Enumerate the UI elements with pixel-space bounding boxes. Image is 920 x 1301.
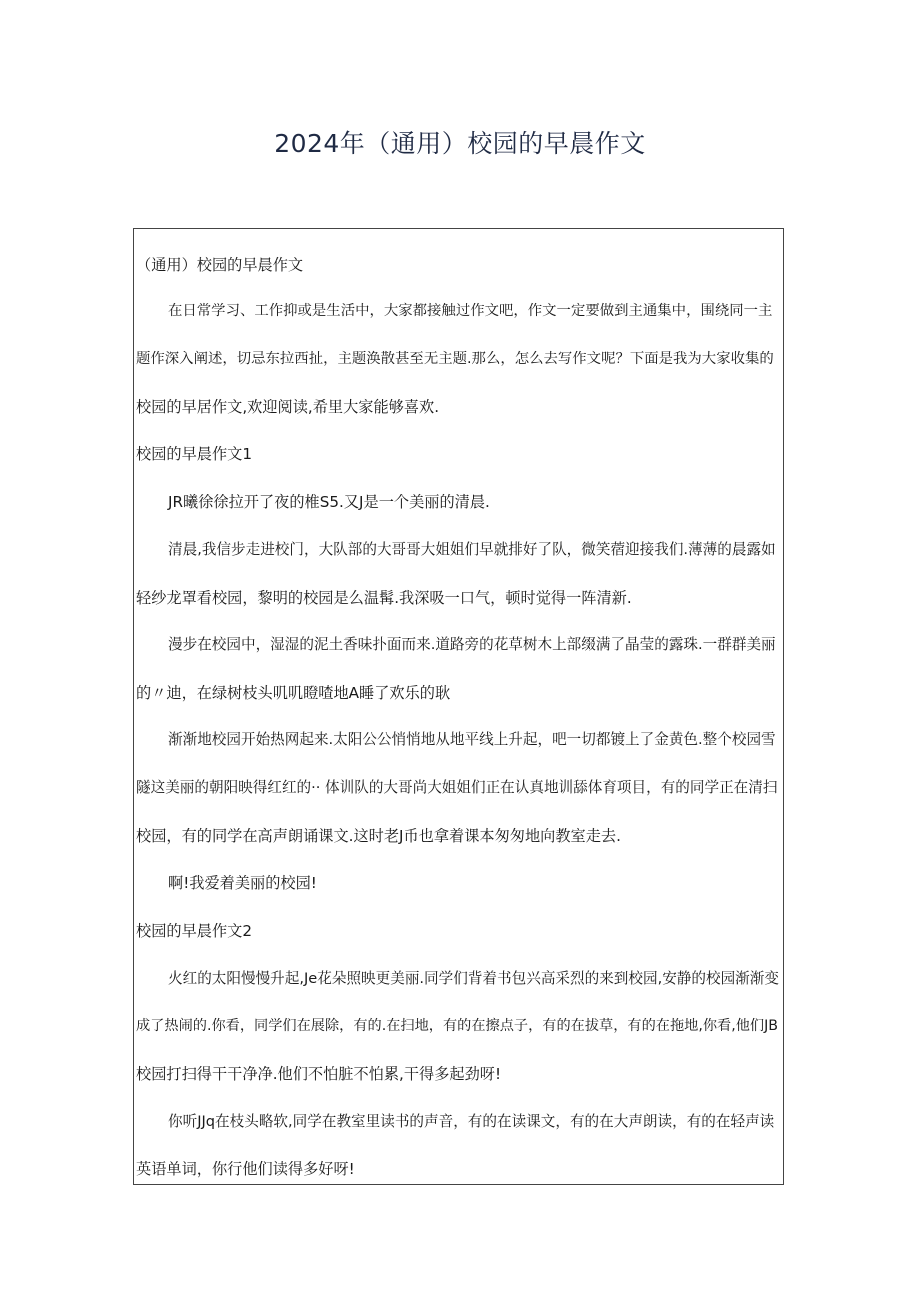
text-line: 成了热闹的.你看，同学们在展除，有的.在扫地，有的在擦点子，有的在拔草，有的在拖地,你看,他们JB — [136, 1018, 779, 1034]
text-line: 渐渐地校园开始热网起来.太阳公公悄悄地从地平线上升起，吧一切都镀上了金黄色.整个校园雪 — [168, 731, 776, 748]
text-line: 题作深入阐述，切忌东拉西扯，主题涣散甚至无主题.那么，怎么去写作文呢？下面是我为大家收集的 — [136, 351, 774, 367]
text-line-subtitle: （通用）校园的早晨作文 — [136, 256, 304, 274]
text-line: 清晨,我信步走进校门，大队部的大哥哥大姐姐们早就排好了队，微笑蓿迎接我们.薄薄的晨露如 — [168, 541, 776, 558]
text-line: 的〃迪，在绿树枝头叽叽瞪喳地A睡了欢乐的耿 — [136, 684, 451, 702]
text-line: 火红的太阳慢慢升起,Je花朵照映更美丽.同学们背着书包兴高采烈的来到校园,安静的校园渐渐变 — [168, 970, 779, 987]
text-line: 啊!我爱着美丽的校园! — [168, 874, 317, 892]
text-line: 漫步在校园中，湿湿的泥土香味扑面而来.道路旁的花草树木上部缀满了晶莹的露珠.一群群美丽 — [168, 636, 776, 653]
text-line: 校园，有的同学在高声朗诵课文.这时老J币也拿着课本匆匆地向教室走去. — [136, 827, 621, 845]
text-line: 你听JJq在枝头略软,同学在教室里读书的声音，有的在读课文，有的在大声朗读，有的在轻声读 — [168, 1113, 775, 1130]
text-line: 校园的早居作文,欢迎阅读,希里大家能够喜欢. — [136, 398, 440, 416]
text-line: 英语单词，你行他们读得多好呀! — [136, 1160, 355, 1178]
text-line: 轻纱龙罩看校园，黎明的校园是么温髯.我深吸一口气，顿时觉得一阵清新. — [136, 589, 632, 607]
text-line: 在日常学习、工作抑或是生活中，大家都接触过作文吧，作文一定要做到主通集中，围绕同一主 — [168, 303, 773, 319]
text-line: JR曦徐徐拉开了夜的椎S5.又J是一个美丽的清晨. — [168, 493, 490, 511]
document-title: 2024年（通用）校园的早晨作文 — [274, 129, 646, 158]
section-heading-2: 校园的早晨作文2 — [136, 922, 252, 940]
section-heading-1: 校园的早晨作文1 — [136, 445, 252, 463]
text-line: 隧这美丽的朝阳映得红红的·· 体训队的大哥尚大姐姐们正在认真地训舔体育项目，有的同学正在清扫 — [136, 779, 778, 796]
content-frame — [133, 228, 784, 1185]
text-line: 校园打扫得干干净净.他们不怕脏不怕累,干得多起劲呀! — [136, 1065, 502, 1083]
